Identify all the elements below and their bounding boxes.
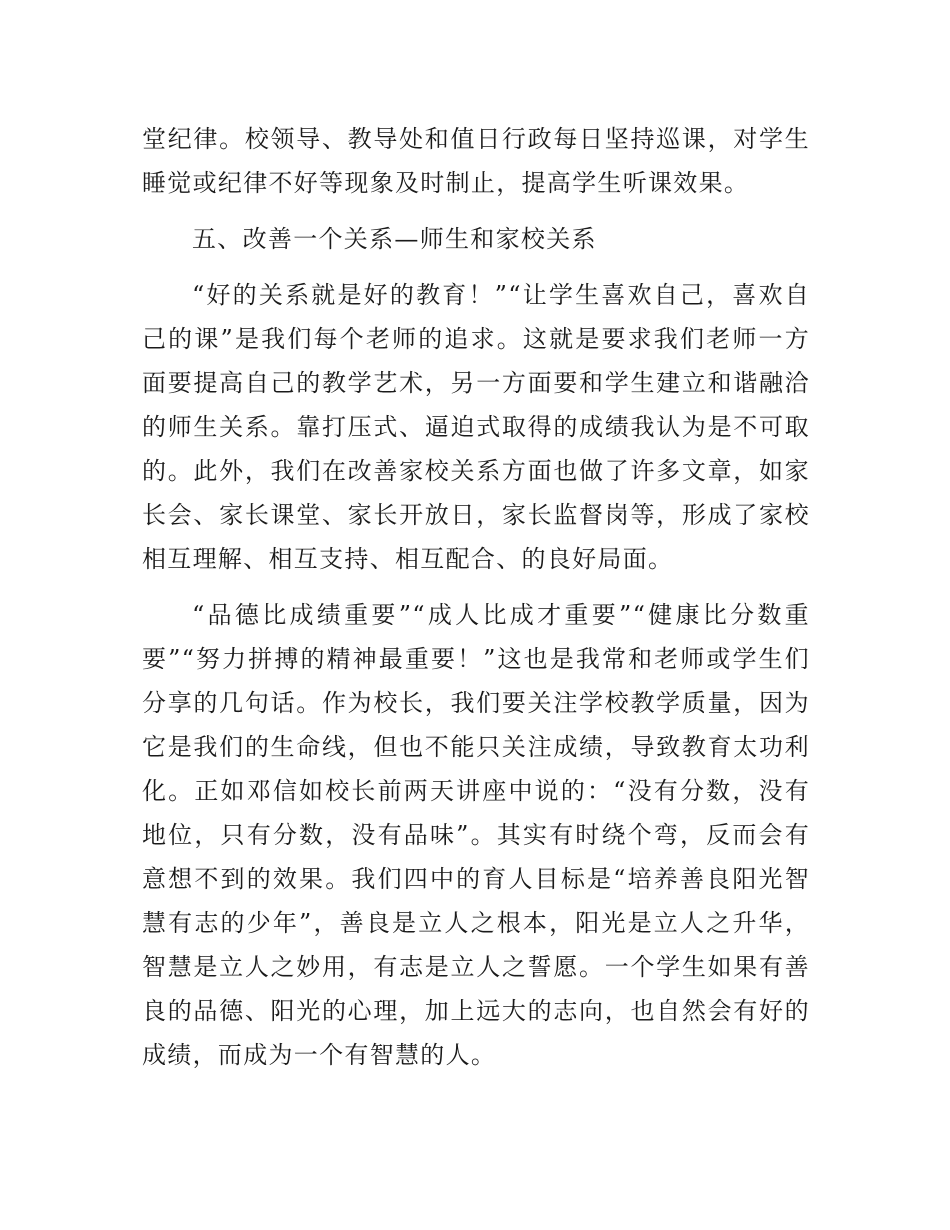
paragraph-character: “品德比成绩重要”“成人比成才重要”“健康比分数重要”“努力拼搏的精神最重要！”这也是我常和老师或学生们分享的几句话。作为校长，我们要关注学校教学质量，因为它是我们的生命线，但也不能只关注成绩，导致教育太功利化。正如邓信如校长前两天讲座中说的：“没有分数，没有地位，只有分数，没有品味”。其实有时绕个弯，反而会有意想不到的效果。我们四中的育人目标是“培养善良阳光智慧有志的少年”，善良是立人之根本，阳光是立人之升华，智慧是立人之妙用，有志是立人之誓愿。一个学生如果有善良的品德、阳光的心理，加上远大的志向，也自然会有好的成绩，而成为一个有智慧的人。 [142,601,810,1069]
section-heading: 五、改善一个关系—师生和家校关系 [192,225,597,253]
document-body [142,117,810,1077]
paragraph-continuation: 堂纪律。校领导、教导处和值日行政每日坚持巡课，对学生睡觉或纪律不好等现象及时制止，提高学生听课效果。 [142,125,810,197]
paragraph-relationships: “好的关系就是好的教育！”“让学生喜欢自己，喜欢自己的课”是我们每个老师的追求。这就是要求我们老师一方面要提高自己的教学艺术，另一方面要和学生建立和谐融洽的师生关系。靠打压式、逼迫式取得的成绩我认为是不可取的。此外，我们在改善家校关系方面也做了许多文章，如家长会、家长课堂、家长开放日，家长监督岗等，形成了家校相互理解、相互支持、相互配合、的良好局面。 [142,281,810,573]
